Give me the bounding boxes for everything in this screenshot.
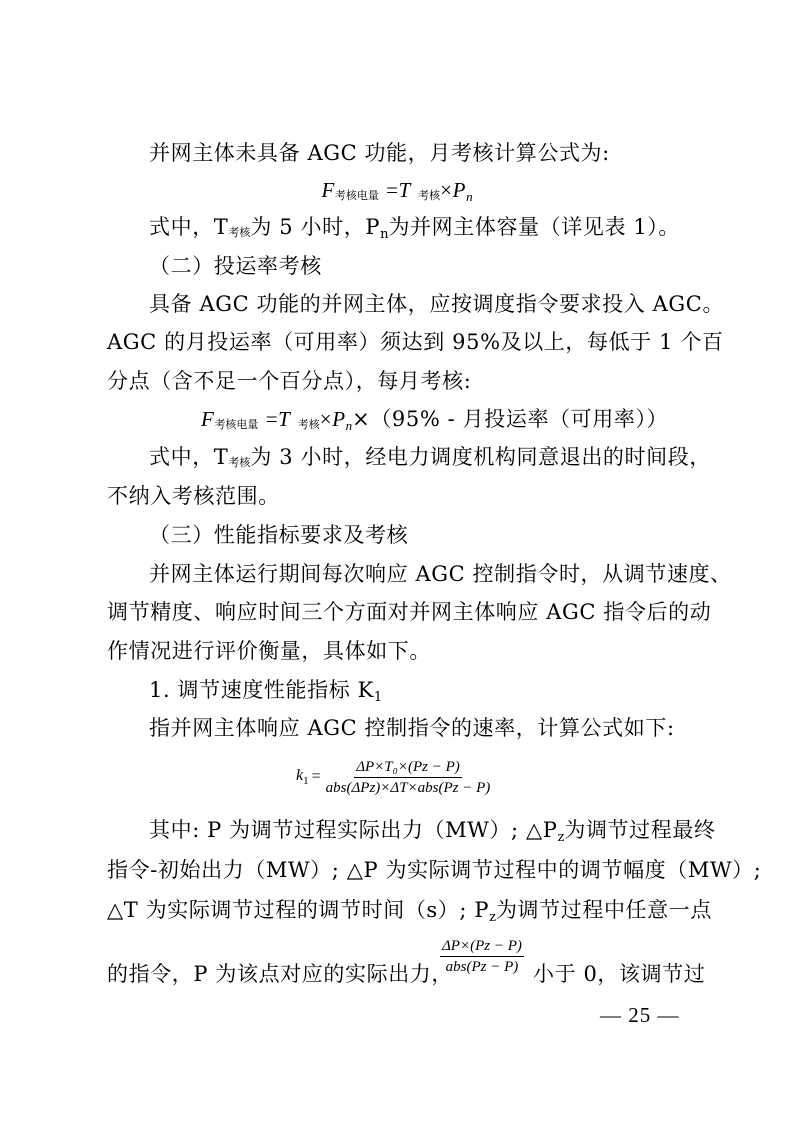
paragraph-where-p-l4a: 的指令，P 为该点对应的实际出力，: [107, 962, 454, 986]
formula2-eq: =: [265, 407, 279, 431]
paragraph-perf-l1: 并网主体运行期间每次响应 AGC 控制指令时，从调节速度、: [149, 562, 732, 586]
text-any-point: 为调节过程中任意一点: [495, 898, 712, 922]
formula-sub-n: n: [466, 189, 473, 204]
formula2-sub-kaohe-dianliang: 考核电量: [214, 418, 259, 431]
heading-speed-index: [149, 676, 382, 712]
k1-denominator: abs(ΔPz)×ΔT×abs(Pz − P): [325, 779, 491, 796]
formula2-P: P: [332, 407, 346, 431]
k1-var: $k_1$: [296, 767, 309, 787]
formula2-tail: ×（95% - 月投运率（可用率））: [352, 407, 669, 431]
k1-numerator: ΔP×T₀×(Pz − P): [354, 758, 462, 778]
formula2-F: F: [201, 407, 215, 431]
text-delta-t: △T 为实际调节过程的调节时间（s）; P: [107, 898, 490, 922]
inline-denominator: abs(Pz − P): [445, 959, 519, 975]
formula2-T: T: [278, 407, 291, 431]
text-where-t: 式中，T: [149, 215, 229, 239]
paragraph-where-p-l4b: 小于 0，该调节过: [533, 962, 706, 986]
heading-speed-text: 1. 调节速度性能指标 K: [149, 678, 374, 702]
sub-z-2: z: [489, 910, 496, 925]
paragraph-where-p-l3: [107, 896, 712, 932]
heading-speed-sub: 1: [373, 690, 383, 705]
text-capacity: 为并网主体容量（详见表 1）。: [388, 215, 680, 239]
formula-P: P: [452, 178, 467, 202]
formula-sub-kaohe: 考核: [418, 189, 441, 202]
k1-fraction: [324, 758, 493, 797]
paragraph-perf-l3: 作情况进行评价衡量，具体如下。: [107, 639, 431, 663]
heading-performance: （三）性能指标要求及考核: [149, 523, 409, 547]
formula-k1: [296, 757, 492, 797]
paragraph-where-t: [149, 213, 680, 249]
heading-operation-rate: （二）投运率考核: [149, 254, 322, 278]
inline-fraction: [440, 937, 524, 976]
paragraph-where-t3: [149, 443, 711, 477]
formula-no-agc: [0, 176, 794, 211]
text-where-t3: 式中，T: [149, 445, 229, 469]
formula-sub-kaohe-dianliang: 考核电量: [334, 189, 379, 202]
formula2-times: ×: [319, 407, 333, 431]
sub-kaohe: 考核: [228, 226, 251, 239]
inline-numerator: ΔP×(Pz − P): [440, 937, 524, 957]
paragraph-agc-l3: 分点（含不足一个百分点），每月考核:: [107, 369, 472, 393]
sub-z-1: z: [557, 830, 565, 845]
text-final-instruction: 为调节过程最终: [564, 818, 716, 842]
text-3-hours: 为 3 小时，经电力调度机构同意退出的时间段，: [250, 445, 711, 469]
formula2-sub-n: n: [345, 418, 353, 433]
formula-eq: =: [386, 178, 399, 202]
formula-F: F: [321, 178, 335, 202]
paragraph-perf-l2: 调节精度、响应时间三个方面对并网主体响应 AGC 指令后的动: [107, 600, 712, 624]
sub-kaohe-2: 考核: [228, 456, 251, 469]
paragraph-where-p-l2: 指令-初始出力（MW）; △P 为实际调节过程中的调节幅度（MW）;: [107, 858, 762, 882]
text-5-hours: 为 5 小时，P: [250, 215, 381, 239]
formula2-sub-kaohe: 考核: [297, 418, 320, 431]
formula-T: T: [398, 178, 411, 202]
paragraph-rate-def: 指并网主体响应 AGC 控制指令的速率，计算公式如下:: [149, 716, 675, 740]
paragraph-agc-l2: AGC 的月投运率（可用率）须达到 95%及以上，每低于 1 个百: [107, 330, 724, 354]
paragraph-not-included: 不纳入考核范围。: [107, 484, 280, 508]
formula-times: ×: [440, 178, 453, 202]
formula-operation-rate: [201, 405, 668, 440]
paragraph-agc-l1: 具备 AGC 功能的并网主体，应按调度指令要求投入 AGC。: [149, 292, 725, 316]
sub-n: n: [380, 227, 389, 242]
paragraph-where-p-l1: [149, 816, 716, 852]
page-number: — 25 —: [600, 1003, 680, 1027]
paragraph-no-agc: 并网主体未具备 AGC 功能，月考核计算公式为:: [149, 141, 610, 165]
text-p-actual: 其中: P 为调节过程实际出力（MW）; △P: [149, 818, 558, 842]
k1-eq: =: [311, 768, 321, 785]
